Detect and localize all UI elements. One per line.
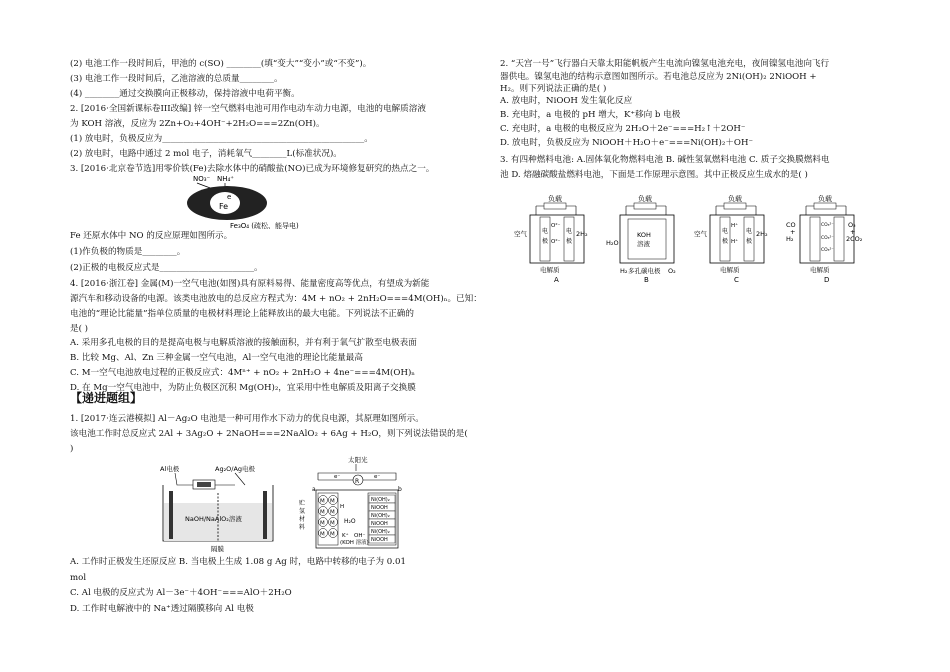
cell-e1b: 极 [722, 238, 729, 245]
cell-koh: KOH [637, 231, 651, 239]
right-line-q2-2: 器供电。镍氢电池的结构示意图如图所示。若电池总反应为 2Ni(OH)₂ 2NiOOH + [500, 72, 817, 82]
cell-co3-b: CO₃²⁻ [821, 236, 834, 241]
cell-load-label: 负载 [728, 195, 742, 203]
m-label-8: M [330, 531, 335, 538]
left-line-top-7: (2) 放电时，电路中通过 2 mol 电子，消耗氧气________L(标准状况)。 [70, 149, 342, 159]
cell-electrode-left [810, 217, 820, 261]
b-label: b [398, 486, 402, 493]
e2-label: e⁻ [374, 474, 381, 480]
cell-bottom: 多孔碳电极 [628, 267, 661, 275]
right-line-q2-7: D. 放电时，负极反应为 NiOOH＋H₂O＋e⁻===Ni(OH)₂＋OH⁻ [500, 138, 753, 148]
solution-label: NaOH/NaAlO₂溶液 [185, 515, 242, 523]
right-line-q2-4: A. 放电时，NiOOH 发生氧化反应 [500, 96, 633, 106]
cell-bottom: 电解质 [810, 266, 830, 274]
left-line-top-6: (1) 放电时，负极反应为_______________________________________________。 [70, 134, 373, 144]
cell-left-plus: + [790, 228, 796, 236]
left-line-mid-11: D. 在 Mg一空气电池中，为防止负极区沉积 Mg(OH)₂，宜采用中性电解质及阳离子交换膜 [70, 383, 416, 393]
left-line-mid-7: 是( ) [70, 324, 89, 334]
ni-cell-label-1: Ni(OH)₂ [371, 497, 390, 503]
cell-load-label: 负载 [638, 195, 652, 203]
cell-e1a: 电 [542, 228, 549, 235]
cell-electrode-right [834, 217, 844, 261]
left-line-mid-5: 源汽车和移动设备的电源。该类电池放电的总反应方程式为：4M + nO₂ + 2nH₂O===4M(OH)ₙ。已知： [70, 294, 482, 304]
right-line-q2-1: 2. “天宫一号”飞行器白天靠太阳能帆板产生电流向镍氢电池充电，夜间镍氢电池向飞行 [500, 59, 830, 69]
cell-koh2: 溶液 [637, 240, 650, 248]
a-label: a [312, 486, 316, 493]
left-line-q1-opt-4: D. 工作时电解液中的 Na⁺透过隔膜移向 Al 电极 [70, 604, 254, 614]
cell-e2b: 极 [746, 238, 753, 245]
cell-gas-left: 空气 [514, 230, 527, 238]
cell-letter: A [554, 276, 559, 284]
fuel-cell-D [786, 194, 863, 284]
right-line-q2-6: C. 充电时，a 电极的电极反应为 2H₂O＋2e⁻===H₂↑＋2OH⁻ [500, 124, 746, 134]
left-line-q1-opt-1: A. 工作时正极发生还原反应 B. 当电极上生成 1.08 g Ag 时，电路中转移的电子为 0.01 [70, 557, 406, 567]
left-line-mid-3: (2)正极的电极反应式是______________________。 [70, 263, 263, 273]
m-circles [319, 496, 345, 538]
cell-letter: B [644, 276, 649, 284]
fuel-cells-diagram [514, 193, 878, 285]
m-label-3: M [320, 509, 325, 516]
cell-left-bot: H₂ [786, 235, 794, 243]
cell-ion1: O²⁻ [551, 223, 561, 229]
ni-mh-diagram [296, 455, 416, 555]
left-line-q1-1: 1. [2017·连云港模拟] Al－Ag₂O 电池是一种可用作水下动力的优良电源，其原理如图所示。 [70, 414, 424, 424]
fuel-cell-B [606, 194, 676, 284]
right-line-q3-2: 池 D. 熔融碳酸盐燃料电池，下面是工作原理示意图。其中正极反应生成水的是( ) [500, 170, 808, 180]
k-label: K⁺ [342, 533, 349, 539]
koh-label: (KOH 溶液) [340, 540, 369, 546]
cell-load-box [544, 203, 566, 209]
left-line-top-8: 3. [2016·北京卷节选]用零价铁(Fe)去除水体中的硝酸盐(NO)已成为环境修复研究的热点之一。 [70, 164, 435, 174]
cell-co3-a: CO₃²⁻ [821, 223, 834, 228]
fuel-cell-C [694, 194, 768, 284]
left-line-mid-2: (1)作负极的物质是________。 [70, 247, 186, 257]
h-label: H [340, 504, 345, 510]
left-line-mid-1: Fe 还原水体中 NO 的反应原理如图所示。 [70, 231, 233, 241]
ni-cells [369, 495, 395, 543]
left-line-q1-3: ) [70, 444, 74, 454]
left-line-mid-8: A. 采用多孔电极的目的是提高电极与电解质溶液的接触面积，并有利于氧气扩散至电极表面 [70, 338, 417, 348]
cell-e1a: 电 [722, 228, 729, 235]
storage-3: 材 [299, 516, 306, 523]
m-label-1: M [320, 498, 325, 505]
m-label-6: M [330, 520, 335, 527]
cell-ion2: O²⁻ [551, 239, 561, 245]
fe-label: Fe [219, 202, 229, 211]
section-title: 【递进题组】 [70, 391, 143, 405]
cell-h2o: H₂O [606, 239, 619, 247]
left-line-top-5: 为 KOH 溶液，反应为 2Zn+O₂+4OH⁻+2H₂O===2Zn(OH)。 [70, 119, 325, 129]
right-line-q3-1: 3. 有四种燃料电池: A.固体氧化物燃料电池 B. 碱性氢氧燃料电池 C. 质子交换膜燃料电 [500, 155, 830, 165]
e-label: e [227, 193, 232, 201]
cell-gas-left: 空气 [694, 230, 707, 238]
right-line-q2-3: H₂。则下列说法正确的是( ) [500, 84, 607, 94]
cell-gas-right: 2H₂ [756, 230, 768, 238]
cell-load-label: 负载 [548, 195, 562, 203]
left-line-top-2: (3) 电池工作一段时间后，乙池溶液的总质量________。 [70, 74, 283, 84]
cell-load-box [814, 203, 836, 209]
al-ag2o-diagram [155, 463, 285, 553]
cell-load-box [724, 203, 746, 209]
fe-diagram [175, 173, 315, 231]
cell-load-label: 负载 [818, 195, 832, 203]
left-line-top-1: (2) 电池工作一段时间后，甲池的 c(SO) ________(填“变大”“变小”或“不变”)。 [70, 59, 372, 69]
ni-cell-label-2: NiOOH [371, 505, 388, 511]
oh-label: OH⁻ [354, 533, 366, 539]
ni-cell-label-3: Ni(OH)₂ [371, 513, 390, 519]
cell-h2: H₂ [620, 267, 628, 275]
storage-2: 氢 [299, 508, 306, 515]
cell-bottom: 电解质 [540, 266, 560, 274]
cell-e1b: 极 [542, 238, 549, 245]
m-label-4: M [330, 509, 335, 516]
left-line-q1-opt-3: C. Al 电极的反应式为 Al－3e⁻＋4OH⁻===AlO＋2H₂O [70, 588, 292, 598]
h2o-label: H₂O [344, 518, 356, 525]
cell-e2a: 电 [566, 228, 573, 235]
cell-bottom: 电解质 [720, 266, 740, 274]
fuel-cell-A [514, 194, 588, 284]
fe3o4-caption: Fe₃O₄ (疏松、能导电) [230, 222, 299, 230]
cell-right-bot: 2CO₂ [846, 235, 863, 243]
cell-ion2: H⁺ [731, 239, 739, 245]
r-label: R [355, 478, 360, 485]
storage-1: 贮 [299, 500, 306, 507]
left-line-mid-9: B. 比较 Mg、Al、Zn 三种金属一空气电池，Al一空气电池的理论比能量最高 [70, 353, 363, 363]
ni-cell-label-5: Ni(OH)₂ [371, 529, 390, 535]
storage-4: 料 [299, 524, 306, 531]
cell-e2a: 电 [746, 228, 753, 235]
left-line-top-3: (4) ________通过交换膜向正极移动，保持溶液中电荷平衡。 [70, 89, 300, 99]
ag-electrode-label: Ag₂O/Ag电极 [215, 465, 256, 473]
cell-co3-c: CO₃²⁻ [821, 248, 834, 253]
left-line-q1-2: 该电池工作时总反应式 2Al + 3Ag₂O + 2NaOH===2NaAlO₂ + 6Ag + H₂O，则下列说法错误的是( [70, 429, 468, 439]
cell-right-plus: + [850, 228, 856, 236]
cell-ion1: H⁺ [731, 223, 739, 229]
m-label-2: M [330, 498, 335, 505]
cell-inner [628, 219, 666, 259]
right-line-q2-5: B. 充电时，a 电极的 pH 增大，K⁺移向 b 电极 [500, 110, 681, 120]
cell-load-box [634, 203, 656, 209]
cell-right-top: O₂ [848, 221, 856, 229]
m-label-7: M [320, 531, 325, 538]
left-line-q1-opt-2: mol [70, 573, 87, 583]
m-label-5: M [320, 520, 325, 527]
no3-label: NO₃⁻ [193, 175, 211, 183]
e1-label: e⁻ [334, 474, 341, 480]
cell-left-top: CO [786, 221, 796, 229]
left-line-mid-10: C. M一空气电池放电过程的正极反应式：4Mⁿ⁺ + nO₂ + 2nH₂O + 4ne⁻===4M(OH)ₙ [70, 368, 416, 378]
cell-gas-right: 2H₂ [576, 230, 588, 238]
left-line-top-4: 2. [2016·全国新课标卷III改编] 锌一空气燃料电池可用作电动车动力电源，电池的电解质溶液 [70, 104, 426, 114]
cell-e2b: 极 [566, 238, 573, 245]
left-line-mid-6: 电池的“理论比能量”指单位质量的电极材料理论上能释放出的最大电能。下列说法不正确的 [70, 309, 414, 319]
al-electrode-label: Al电极 [160, 465, 180, 473]
ni-cell-label-6: NiOOH [371, 537, 388, 543]
ni-cell-label-4: NiOOH [371, 521, 388, 527]
cell-letter: D [824, 276, 830, 284]
nh4-label: NH₄⁺ [217, 175, 235, 183]
left-line-mid-4: 4. [2016·浙江卷] 金属(M)一空气电池(如图)具有原料易得、能量密度高等优点，有望成为新能 [70, 279, 430, 289]
cell-o2: O₂ [668, 267, 676, 275]
membrane-label: 隔膜 [211, 545, 224, 553]
sun-label: 太阳光 [348, 456, 368, 464]
cell-letter: C [734, 276, 739, 284]
